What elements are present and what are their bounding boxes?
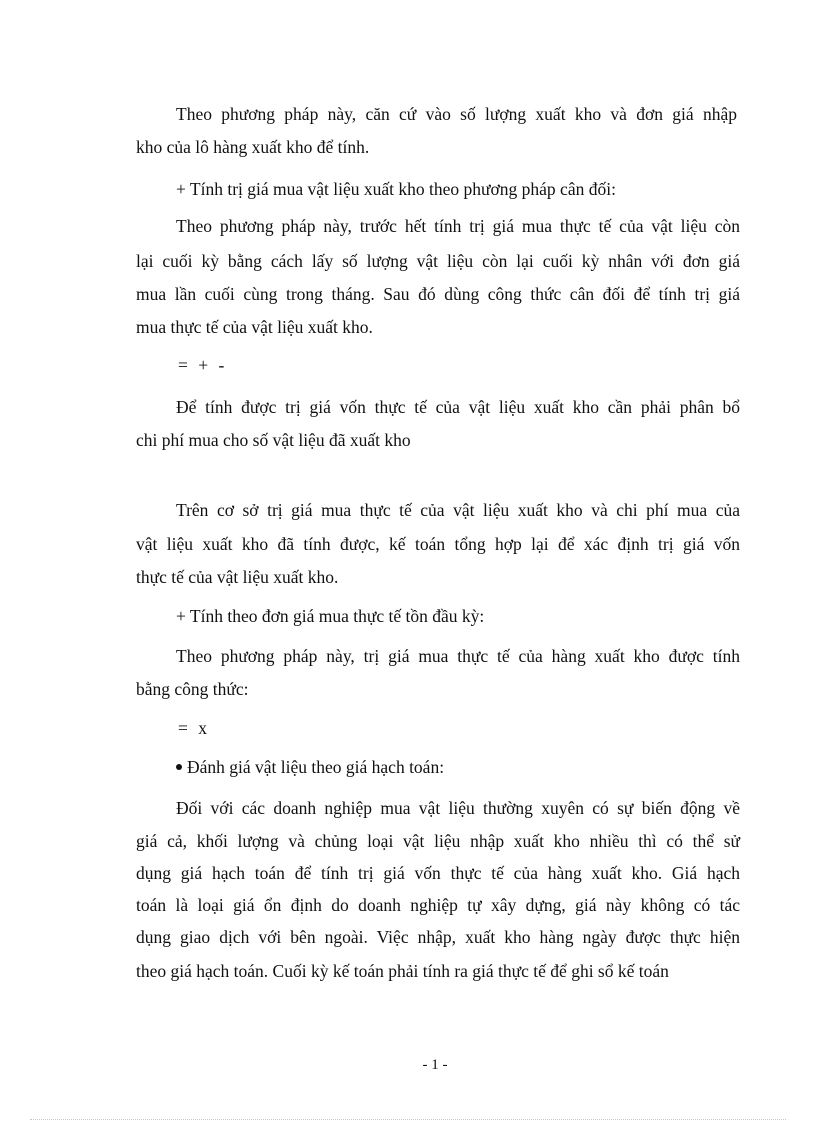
paragraph-line: Để tính được trị giá vốn thực tế của vật liệu xuất kho cần phải phân bổ [176, 397, 740, 417]
bullet-icon [176, 764, 182, 770]
paragraph-line: bằng công thức: [136, 679, 249, 699]
paragraph-line: dụng giá hạch toán để tính trị giá vốn thực tế của hàng xuất kho. Giá hạch [136, 863, 740, 883]
paragraph-line: thực tế của vật liệu xuất kho. [136, 567, 339, 587]
page-number: - 1 - [422, 1057, 448, 1073]
paragraph-line: toán là loại giá ổn định do doanh nghiệp tự xây dựng, giá này không có tác [136, 895, 740, 915]
formula-placeholder: = x [178, 718, 207, 738]
section-heading: + Tính theo đơn giá mua thực tế tồn đầu kỳ: [176, 606, 485, 626]
bullet-heading [176, 756, 444, 778]
paragraph-line: giá cả, khối lượng và chủng loại vật liệu nhập xuất kho nhiều thì có thể sử [136, 831, 740, 851]
section-heading: + Tính trị giá mua vật liệu xuất kho theo phương pháp cân đối: [176, 179, 616, 199]
bullet-heading-text: Đánh giá vật liệu theo giá hạch toán: [187, 757, 445, 777]
page-divider [30, 1119, 786, 1120]
formula-placeholder: = + - [178, 355, 225, 375]
paragraph-line: Trên cơ sở trị giá mua thực tế của vật liệu xuất kho và chi phí mua của [176, 500, 740, 520]
paragraph-line: lại cuối kỳ bằng cách lấy số lượng vật liệu còn lại cuối kỳ nhân với đơn giá [136, 251, 740, 271]
paragraph-line: Đối với các doanh nghiệp mua vật liệu thường xuyên có sự biến động về [176, 798, 740, 818]
paragraph-line: Theo phương pháp này, trước hết tính trị giá mua thực tế của vật liệu còn [176, 216, 740, 236]
paragraph-line: dụng giao dịch với bên ngoài. Việc nhập, xuất kho hàng ngày được thực hiện [136, 927, 740, 947]
paragraph-line: Theo phương pháp này, căn cứ vào số lượng xuất kho và đơn giá nhập [176, 104, 737, 124]
paragraph-line: mua thực tế của vật liệu xuất kho. [136, 317, 373, 337]
paragraph-line: vật liệu xuất kho đã tính được, kế toán tổng hợp lại để xác định trị giá vốn [136, 534, 740, 554]
paragraph-line: Theo phương pháp này, trị giá mua thực tế của hàng xuất kho được tính [176, 646, 740, 666]
paragraph-line: chi phí mua cho số vật liệu đã xuất kho [136, 430, 411, 450]
paragraph-line: mua lần cuối cùng trong tháng. Sau đó dùng công thức cân đối để tính trị giá [136, 284, 740, 304]
paragraph-line: kho của lô hàng xuất kho để tính. [136, 137, 370, 157]
paragraph-line: theo giá hạch toán. Cuối kỳ kế toán phải tính ra giá thực tế để ghi sổ kế toán [136, 961, 669, 981]
